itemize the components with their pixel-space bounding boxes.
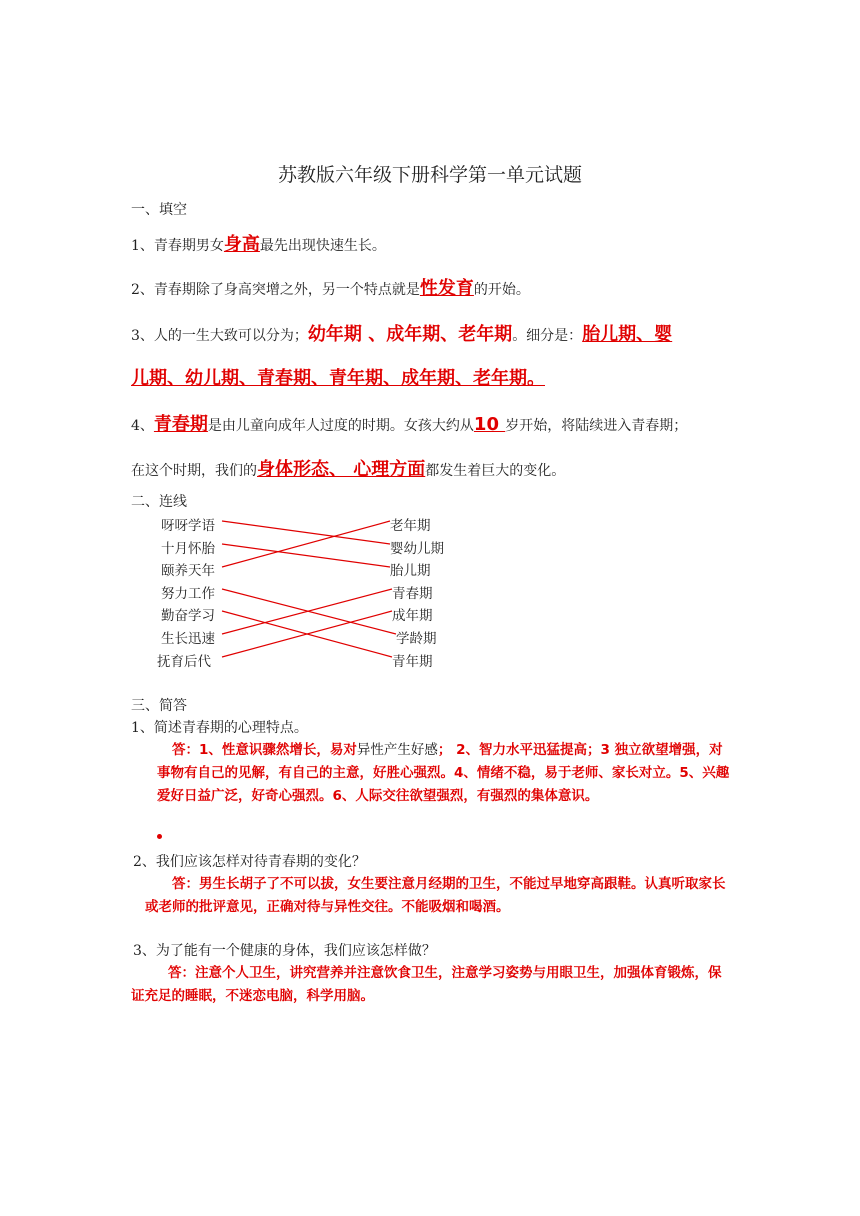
match-left-item: 生长迅速 (161, 631, 215, 647)
short-answer-2: 答：男生长胡子了不可以拔，女生要注意月经期的卫生，不能过早地穿高跟鞋。认真听取家长或老师的批评意见，正确对待与异性交往。不能吸烟和喝酒。 (145, 876, 726, 915)
short-question-2: 2、我们应该怎样对待青春期的变化？ (133, 854, 366, 870)
q3-answer-detail-b: 儿期、幼儿期、青春期、青年期、成年期、老年期。 (131, 368, 545, 389)
short-answer-1-part-a: 答：1、性意识骤然增长，易对 (172, 742, 357, 758)
short-question-1: 1、简述青春期的心理特点。 (131, 720, 308, 736)
q4-answer-1: 青春期 (153, 414, 208, 435)
q1-suffix: 最先出现快速生长。 (259, 238, 386, 254)
q1-prefix: 1、青春期男女 (131, 238, 224, 254)
q4-text-1: 是由儿童向成年人过度的时期。女孩大约从 (207, 418, 474, 434)
page-title: 苏教版六年级下册科学第一单元试题 (277, 164, 582, 186)
match-right-item: 青春期 (392, 586, 433, 602)
match-left-item: 抚育后代 (157, 654, 211, 670)
q1-answer: 身高 (223, 234, 260, 255)
match-right-item: 胎儿期 (390, 563, 431, 579)
short-answer-1-part-b: ； 2、智力水平迅猛提高；3 独立欲望增强，对事物有自己的见解，有自己的主意，好胜心强烈。4、情绪不稳，易于老师、家长对立。5、兴趣爱好日益广泛，好奇心强烈。6、人际交往欲望强烈，有强烈的集体意识。 (157, 742, 730, 804)
match-right-item: 青年期 (392, 654, 433, 670)
q4-answer-2: 10 (473, 414, 506, 435)
match-right-item: 成年期 (392, 608, 433, 624)
match-left-item: 呀呀学语 (161, 518, 215, 534)
q3-prefix: 3、人的一生大致可以分为； (131, 328, 308, 344)
match-left-item: 颐养天年 (161, 563, 215, 579)
match-right-item: 学龄期 (396, 631, 437, 647)
q3-answer-detail-a: 胎儿期、婴 (582, 324, 673, 345)
q4-answer-3: 身体形态、 心理方面 (257, 459, 426, 480)
match-left-item: 勤奋学习 (161, 608, 215, 624)
q4-text-2: 岁开始，将陆续进入青春期； (505, 418, 688, 434)
match-left-item: 十月怀胎 (161, 541, 215, 557)
section-heading-short-answer: 三、简答 (131, 698, 187, 714)
q4-line2-suffix: 都发生着巨大的变化。 (425, 463, 566, 479)
short-question-3: 3、为了能有一个健康的身体，我们应该怎样做？ (133, 943, 436, 959)
match-line (222, 544, 390, 567)
match-line (222, 521, 390, 567)
short-answer-3: 答：注意个人卫生，讲究营养并注意饮食卫生，注意学习姿势与用眼卫生，加强体育锻炼，保证充足的睡眠，不迷恋电脑，科学用脑。 (131, 965, 722, 1004)
bullet-dot (157, 834, 162, 839)
q2-suffix: 的开始。 (473, 282, 530, 298)
match-right-item: 婴幼儿期 (390, 541, 444, 557)
q2-prefix: 2、青春期除了身高突增之外，另一个特点就是 (131, 282, 420, 298)
q4-line2-prefix: 在这个时期，我们的 (131, 463, 257, 479)
match-left-item: 努力工作 (161, 586, 215, 602)
short-answer-1-dark: 异性产生好感 (356, 742, 438, 758)
section-heading-fill: 一、填空 (131, 202, 187, 218)
q3-middle: 。细分是： (512, 328, 583, 344)
q2-answer: 性发育 (419, 278, 474, 299)
section-heading-matching: 二、连线 (131, 494, 187, 510)
short-answer-1 (157, 739, 732, 808)
q3-answer-stages: 幼年期 、成年期、老年期 (307, 324, 513, 345)
match-right-item: 老年期 (390, 518, 431, 534)
q4-prefix: 4、 (131, 418, 154, 434)
match-line (222, 521, 390, 544)
